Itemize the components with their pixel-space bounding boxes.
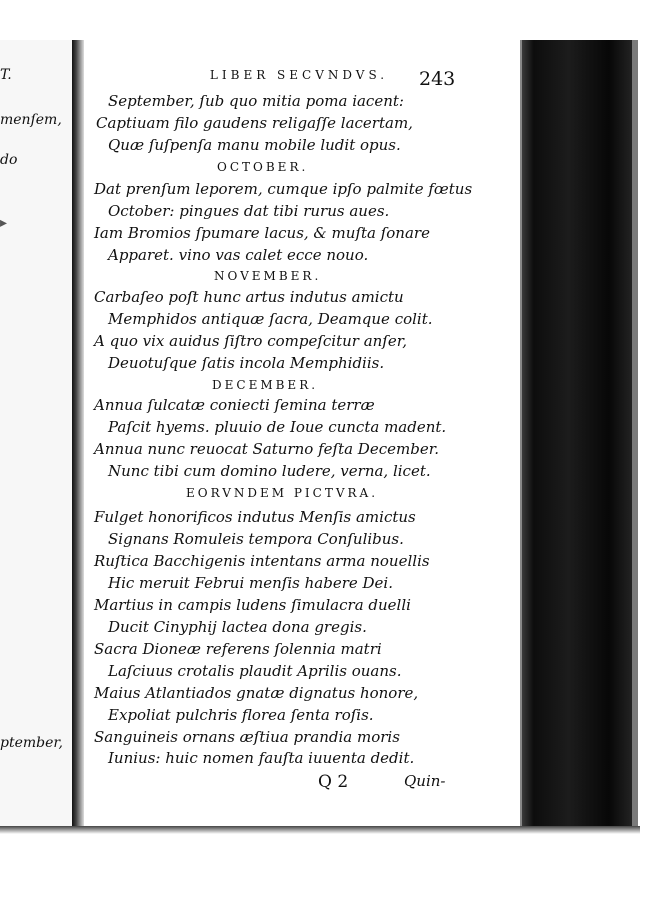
right-page [84,42,524,828]
left-page-bleed-mark: ▸ [0,215,8,231]
verse-line: Maius Atlantiados gnatæ dignatus honore, [94,684,419,702]
section-heading-december: DECEMBER. [212,378,319,392]
page-number: 243 [419,68,456,90]
verse-line: Nunc tibi cum domino ludere, verna, licet. [108,462,431,480]
verse-line: Iunius: huic nomen fauſta iuuenta dedit. [108,749,415,767]
verse-line: October: pingues dat tibi rurus aues. [108,202,390,220]
verse-line: Iam Bromios ſpumare lacus, & muſta ſonare [94,224,430,242]
verse-line: Expoliat pulchris florea ſenta roſis. [108,706,374,724]
left-page-text-fragment: menſem, [0,112,62,128]
verse-line: Hic meruit Februi menſis habere Dei. [108,574,393,592]
book-page-edges [520,40,638,830]
verse-line: A quo vix auidus ſiſtro compeſcitur anſer, [94,332,408,350]
left-page-text-fragment: T. [0,67,12,83]
verse-line: Memphidos antiquæ ſacra, Deamque colit. [108,310,433,328]
verse-line: Annua ſulcatæ coniecti ſemina terræ [94,396,375,414]
section-heading-november: NOVEMBER. [214,269,322,283]
verse-line: Annua nunc reuocat Saturno feſta December. [94,440,439,458]
verse-line: Signans Romuleis tempora Conſulibus. [108,530,404,548]
section-heading-pictura: EORVNDEM PICTVRA. [186,486,379,500]
book-gutter [72,40,84,830]
verse-line: Martius in campis ludens ſimulacra duelli [94,596,411,614]
verse-line: Ruſtica Bacchigenis intentans arma nouellis [94,552,430,570]
catchword: Quin- [404,772,446,790]
verse-line: Apparet. vino vas calet ecce nouo. [108,246,369,264]
verse-line: Captiuam filo gaudens religaſſe lacertam, [96,114,413,132]
verse-line: Fulget honorificos indutus Menſis amictus [94,508,416,526]
verse-line: Sanguineis ornans æſtiua prandia moris [94,728,400,746]
verse-line: Paſcit hyems. pluuio de Ioue cuncta madent. [108,418,447,436]
verse-line: September, ſub quo mitia poma iacent: [108,92,404,110]
verse-line: Dat prenſum leporem, cumque ipſo palmite fœtus [94,180,473,198]
verse-line: Laſciuus crotalis plaudit Aprilis ouans. [108,662,402,680]
section-heading-october: OCTOBER. [217,160,309,174]
book-bottom-edge [0,826,640,834]
running-head: LIBER SECVNDVS. [209,68,389,82]
left-page [0,40,78,830]
verse-line: Ducit Cinyphij lactea dona gregis. [108,618,367,636]
signature-mark: Q 2 [318,772,349,792]
left-page-text-fragment: ptember, [0,735,63,751]
left-page-text-fragment: do [0,152,18,168]
verse-line: Carbaſeo poſt hunc artus indutus amictu [94,288,404,306]
verse-line: Quæ ſuſpenſa manu mobile ludit opus. [108,136,401,154]
verse-line: Deuotuſque ſatis incola Memphidiis. [108,354,385,372]
verse-line: Sacra Dioneæ referens ſolennia matri [94,640,382,658]
